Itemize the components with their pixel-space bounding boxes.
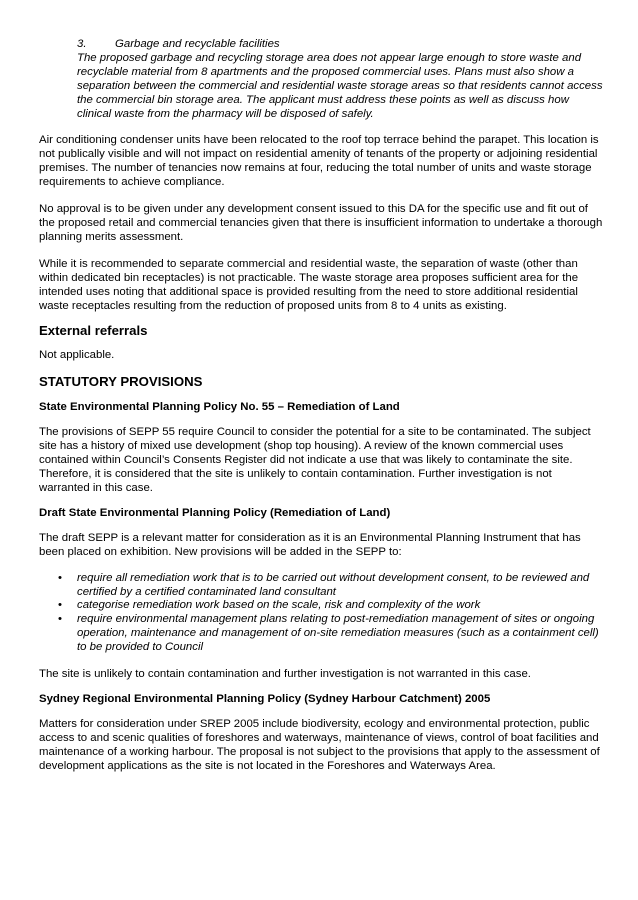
bullet-text: require environmental management plans relating to post-remediation management of sites or ongoing operation, maintenance and management of on-site remediation measures (such as a containment cell) to be provided to Council	[77, 613, 599, 654]
external-referrals-heading: External referrals	[39, 323, 148, 339]
sepp55-heading: State Environmental Planning Policy No. 55 – Remediation of Land	[39, 401, 400, 414]
section-3-number: 3.	[77, 38, 87, 50]
srep-heading: Sydney Regional Environmental Planning Policy (Sydney Harbour Catchment) 2005	[39, 693, 491, 705]
draft-sepp-conclusion: The site is unlikely to contain contamination and further investigation is not warranted in this case.	[39, 668, 531, 681]
bullet-icon: •	[58, 613, 62, 626]
statutory-provisions-heading: STATUTORY PROVISIONS	[39, 374, 203, 390]
document-page	[39, 38, 605, 774]
paragraph-condenser-units: Air conditioning condenser units have been relocated to the roof top terrace behind the parapet. This location is not publically visible and will not impact on residential amenity of tenants of the property or adjoining residential premises. The number of tenancies now remains at four, reducing the total number of units and waste storage requirements to achieve compliance.	[39, 134, 599, 189]
paragraph-no-approval: No approval is to be given under any development consent issued to this DA for the specific use and fit out of the proposed retail and commercial tenancies given that there is insufficient information to undertake a thorough planning merits assessment.	[39, 203, 603, 243]
section-3-heading	[39, 38, 605, 52]
bullet-icon: •	[58, 571, 62, 584]
draft-sepp-heading: Draft State Environmental Planning Policy (Remediation of Land)	[39, 506, 391, 519]
draft-sepp-bullet-list	[39, 572, 605, 655]
list-item	[39, 572, 605, 600]
draft-sepp-intro: The draft SEPP is a relevant matter for consideration as it is an Environmental Planning Instrument that has been placed on exhibition. New provisions will be added in the SEPP to:	[39, 531, 581, 558]
section-3-text: The proposed garbage and recycling storage area does not appear large enough to store waste and recyclable material from 8 apartments and the proposed commercial uses. Plans must also show a separation between the commercial and residential waste storage areas so that residents cannot access the commercial bin storage area. The applicant must address these points as well as discuss how clinical waste from the pharmacy will be disposed of safely.	[77, 51, 603, 120]
bullet-text: require all remediation work that is to be carried out without development consent, to be reviewed and certified by a certified contaminated land consultant	[77, 571, 590, 598]
sepp55-text: The provisions of SEPP 55 require Council to consider the potential for a site to be contaminated. The subject site has a history of mixed use development (shop top housing). A review of the known commercial uses contained within Council’s Consents Register did not indicate a use that was likely to contaminate the site. Therefore, it is considered that the site is unlikely to contain contamination. Further investigation is not warranted in this case.	[39, 426, 591, 494]
external-referrals-text: Not applicable.	[39, 349, 115, 362]
srep-text: Matters for consideration under SREP 2005 include biodiversity, ecology and environmental protection, public access to and scenic qualities of foreshores and waterways, maintenance of views, control of boat facilities and maintenance of a working harbour. The proposal is not subject to the provisions that apply to the assessment of development applications as the site is not located in the Foreshores and Waterways Area.	[39, 718, 600, 772]
paragraph-waste-separation: While it is recommended to separate commercial and residential waste, the separation of waste (other than within dedicated bin receptacles) is not practicable. The waste storage area proposes sufficient area for the intended uses noting that additional space is provided resulting from the need to store additional residential waste receptacles resulting from the reduction of proposed units from 8 to 4 units as existing.	[39, 257, 579, 312]
section-3-title: Garbage and recyclable facilities	[115, 38, 280, 50]
list-item	[39, 599, 605, 613]
bullet-text: categorise remediation work based on the scale, risk and complexity of the work	[77, 599, 481, 612]
list-item	[39, 613, 605, 655]
bullet-icon: •	[58, 599, 62, 612]
